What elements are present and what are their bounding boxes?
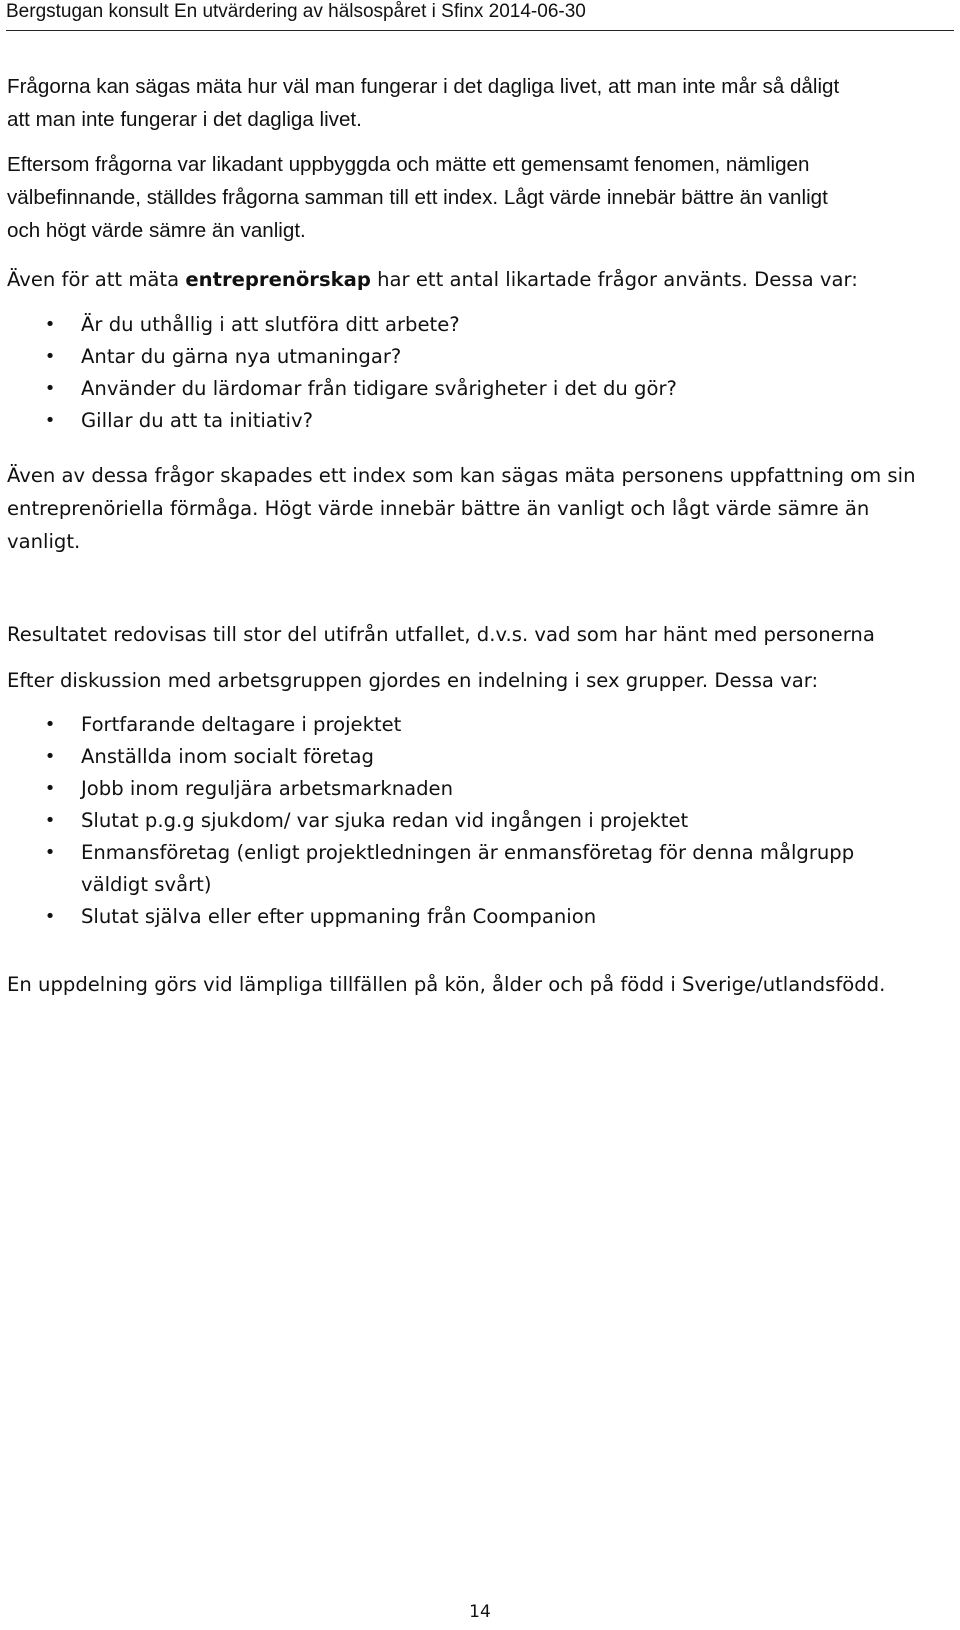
paragraph-breakdown: En uppdelning görs vid lämpliga tillfällen på kön, ålder och på född i Sverige/utlandsfödd. xyxy=(7,973,886,996)
paragraph-entrepreneurial-index xyxy=(7,459,957,558)
bullet: • xyxy=(44,842,56,863)
bullet: • xyxy=(44,314,56,335)
header-rule xyxy=(6,30,954,31)
bullet: • xyxy=(44,346,56,367)
paragraph-line: Frågorna kan sägas mäta hur väl man fungerar i det dagliga livet, att man inte mår så dåligt xyxy=(7,75,840,98)
bullet: • xyxy=(44,810,56,831)
bold-term: entreprenörskap xyxy=(185,268,371,291)
paragraph-line: Även av dessa frågor skapades ett index som kan sägas mäta personens uppfattning om sin xyxy=(7,464,916,487)
bullet: • xyxy=(44,906,56,927)
list-item: • Slutat själva eller efter uppmaning från Coompanion xyxy=(0,901,950,933)
bullet: • xyxy=(44,378,56,399)
paragraph-groups: Efter diskussion med arbetsgruppen gjordes en indelning i sex grupper. Dessa var: xyxy=(7,669,819,692)
list-item: • Enmansföretag (enligt projektledningen är enmansföretag för denna målgrupp väldigt svårt) xyxy=(0,837,950,901)
entrepreneurship-question-list xyxy=(0,309,950,437)
bullet: • xyxy=(44,714,56,735)
list-item: • Antar du gärna nya utmaningar? xyxy=(0,341,950,373)
paragraph-line: att man inte fungerar i det dagliga livet. xyxy=(7,108,362,131)
paragraph-function xyxy=(7,70,957,136)
list-item: • Fortfarande deltagare i projektet xyxy=(0,709,950,741)
list-item: • Använder du lärdomar från tidigare svårigheter i det du gör? xyxy=(0,373,950,405)
paragraph-line: och högt värde sämre än vanligt. xyxy=(7,219,306,242)
bullet: • xyxy=(44,778,56,799)
paragraph-text: Även för att mäta xyxy=(7,268,186,291)
group-list xyxy=(0,709,950,933)
list-item: • Är du uthållig i att slutföra ditt arbete? xyxy=(0,309,950,341)
paragraph-line: entreprenöriella förmåga. Högt värde innebär bättre än vanligt och lågt värde sämre än xyxy=(7,497,870,520)
results-sentence: Resultatet redovisas till stor del utifrån utfallet, d.v.s. vad som har hänt med personerna xyxy=(7,623,875,646)
paragraph-wellbeing-index xyxy=(7,148,957,247)
bullet: • xyxy=(44,746,56,767)
list-item: • Jobb inom reguljära arbetsmarknaden xyxy=(0,773,950,805)
list-item: • Slutat p.g.g sjukdom/ var sjuka redan vid ingången i projektet xyxy=(0,805,950,837)
bullet: • xyxy=(44,410,56,431)
paragraph-text: har ett antal likartade frågor använts. Dessa var: xyxy=(370,268,858,291)
paragraph-line: vanligt. xyxy=(7,530,81,553)
paragraph-entrepreneurship xyxy=(7,263,957,296)
list-item: • Anställda inom socialt företag xyxy=(0,741,950,773)
page-header: Bergstugan konsult En utvärdering av hälsospåret i Sfinx 2014-06-30 xyxy=(6,1,586,22)
paragraph-line: Eftersom frågorna var likadant uppbyggda och mätte ett gemensamt fenomen, nämligen xyxy=(7,153,810,176)
page-number: 14 xyxy=(469,1602,491,1622)
paragraph-line: välbefinnande, ställdes frågorna samman till ett index. Lågt värde innebär bättre än vanligt xyxy=(7,186,828,209)
list-item: • Gillar du att ta initiativ? xyxy=(0,405,950,437)
